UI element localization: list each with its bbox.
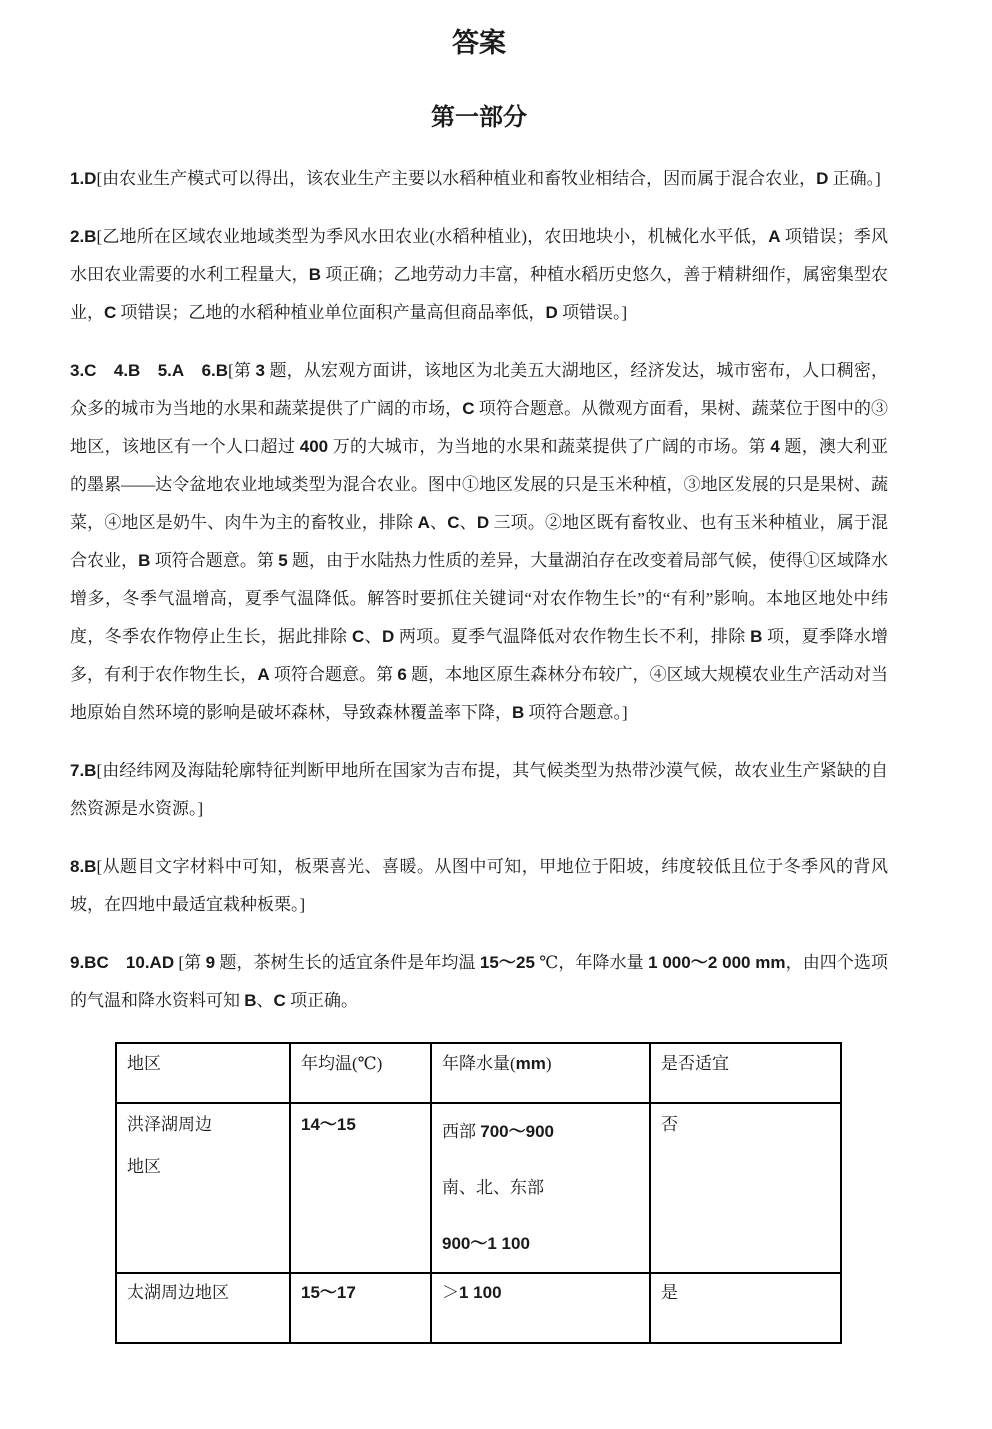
table-header-suitable: 是否适宜 xyxy=(650,1043,841,1103)
section-title: 第一部分 xyxy=(431,105,527,131)
table-row-taihu-lake xyxy=(116,1273,841,1343)
answer-sheet-page xyxy=(0,26,992,1429)
table-cell-precip: ＞1 100 xyxy=(431,1273,650,1343)
table-cell-region: 太湖周边地区 xyxy=(116,1273,290,1343)
cell-line: 地区 xyxy=(127,1157,161,1176)
table-cell-avg-temp: 14～15 xyxy=(290,1103,431,1273)
table-cell-suitable: 否 xyxy=(650,1103,841,1273)
table-header-row xyxy=(116,1043,841,1103)
table-header-avg-temp: 年均温(℃) xyxy=(290,1043,431,1103)
table-cell-precip xyxy=(431,1103,650,1273)
cell-line: 南、北、东部 xyxy=(442,1178,544,1197)
page-title: 答案 xyxy=(452,28,506,58)
answers-block xyxy=(70,160,888,1020)
table-row-hongze-lake xyxy=(116,1103,841,1273)
answer-paragraph-7: 7.B[由经纬网及海陆轮廓特征判断甲地所在国家为吉布提，其气候类型为热带沙漠气候，故农业生产紧缺的自然资源是水资源。] xyxy=(70,761,888,818)
answer-paragraph-1: 1.D[由农业生产模式可以得出，该农业生产主要以水稻种植业和畜牧业相结合，因而属于混合农业，D 正确。] xyxy=(70,169,881,188)
answer-paragraph-9-10: 9.BC 10.AD [第 9 题，茶树生长的适宜条件是年均温 15～25 ℃，年降水量 1 000～2 000 mm，由四个选项的气温和降水资料可知 B、C 项正确。 xyxy=(70,953,889,1010)
cell-line: 900～1 100 xyxy=(442,1234,530,1253)
table-header-region: 地区 xyxy=(116,1043,290,1103)
table-cell-avg-temp: 15～17 xyxy=(290,1273,431,1343)
cell-line: 洪泽湖周边 xyxy=(127,1115,212,1134)
cell-line: 西部 700～900 xyxy=(442,1122,554,1141)
suitability-table xyxy=(115,1042,842,1344)
table-cell-region xyxy=(116,1103,290,1273)
answer-paragraph-8: 8.B[从题目文字材料中可知，板栗喜光、喜暖。从图中可知，甲地位于阳坡，纬度较低且位于冬季风的背风坡，在四地中最适宜栽种板栗。] xyxy=(70,857,888,914)
answer-paragraph-2: 2.B[乙地所在区域农业地域类型为季风水田农业(水稻种植业)，农田地块小，机械化水平低，A 项错误；季风水田农业需要的水利工程量大，B 项正确；乙地劳动力丰富，种植水稻历史悠久，善于精耕细作，属密集型农业，C 项错误；乙地的水稻种植业单位面积产量高但商品率低，D 项错误。] xyxy=(70,227,889,322)
table-cell-suitable: 是 xyxy=(650,1273,841,1343)
answer-paragraph-3: 3.C 4.B 5.A 6.B[第 3 题，从宏观方面讲，该地区为北美五大湖地区，经济发达，城市密布，人口稠密，众多的城市为当地的水果和蔬菜提供了广阔的市场，C 项符合题意。从微观方面看，果树、蔬菜位于图中的③地区，该地区有一个人口超过 400 万的大城市，为当地的水果和蔬菜提供了广阔的市场。第 4 题，澳大利亚的墨累——达令盆地农业地域类型为混合农业。图中①地区发展的只是玉米种植，③地区发展的只是果树、蔬菜，④地区是奶牛、肉牛为主的畜牧业，排除 A、C、D 三项。②地区既有畜牧业、也有玉米种植业，属于混合农业，B 项符合题意。第 5 题，由于水陆热力性质的差异，大量湖泊存在改变着局部气候，使得①区域降水增多，冬季气温增高，夏季气温降低。解答时要抓住关键词“对农作物生长”的“有利”影响。本地区地处中纬度，冬季农作物停止生长，据此排除 C、D 两项。夏季气温降低对农作物生长不利，排除 B 项，夏季降水增多，有利于农作物生长，A 项符合题意。第 6 题，本地区原生森林分布较广，④区域大规模农业生产活动对当地原始自然环境的影响是破坏森林，导致森林覆盖率下降，B 项符合题意。] xyxy=(70,361,889,722)
table-header-precip: 年降水量(mm) xyxy=(431,1043,650,1103)
